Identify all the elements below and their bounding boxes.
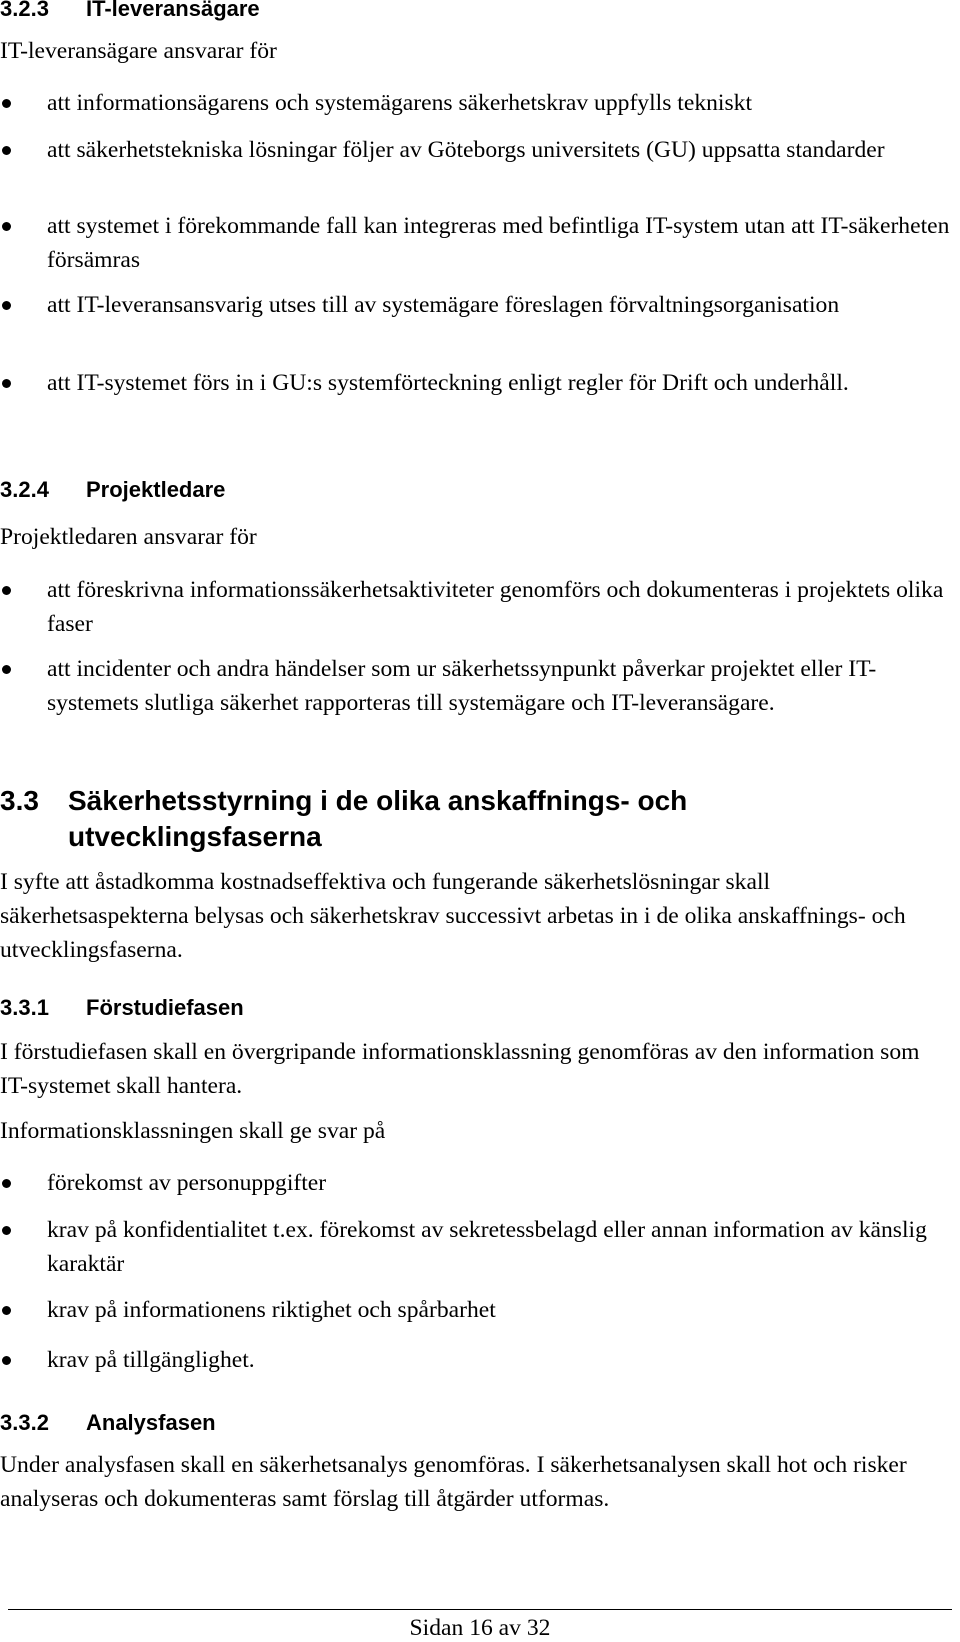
bullet-icon: [2, 222, 11, 231]
list-item-text: krav på informationens riktighet och spårbarhet: [47, 1297, 496, 1323]
bullet-icon: [2, 99, 11, 108]
bullet-icon: [2, 586, 11, 595]
bullet-icon: [2, 146, 11, 155]
paragraph-3-3-1-lead: Informationsklassningen skall ge svar på: [0, 1118, 386, 1144]
list-item-text: krav på tillgänglighet.: [47, 1347, 255, 1373]
heading-title: Förstudiefasen: [86, 995, 244, 1020]
bullet-icon: [2, 301, 11, 310]
paragraph-3-3-2-body: Under analysfasen skall en säkerhetsanalys genomföras. I säkerhetsanalysen skall hot och risker analyseras och dokumenteras samt förslag till åtgärder utformas.: [0, 1452, 907, 1512]
list-item-text: att föreskrivna informationssäkerhetsaktiviteter genomförs och dokumenteras i projektets olika faser: [47, 577, 944, 637]
paragraph-it-leveransagare-intro: IT-leveransägare ansvarar för: [0, 38, 277, 64]
heading-title: Säkerhetsstyrning i de olika anskaffnings- och utvecklingsfaserna: [68, 785, 688, 852]
list-item-text: att IT-systemet förs in i GU:s systemförteckning enligt regler för Drift och underhåll.: [47, 370, 849, 396]
heading-3-2-3: [0, 0, 260, 22]
paragraph-3-3-1-body: I förstudiefasen skall en övergripande informationsklassning genomföras av den information som IT-systemet skall hantera.: [0, 1039, 920, 1099]
heading-3-3-1: [0, 995, 244, 1021]
heading-3-3: [0, 783, 960, 863]
footer-rule: [8, 1609, 952, 1610]
bullet-icon: [2, 1226, 11, 1235]
heading-number: 3.3.1: [0, 995, 49, 1020]
list-item-text: att informationsägarens och systemägarens säkerhetskrav uppfylls tekniskt: [47, 90, 753, 116]
list-item-text: att säkerhetstekniska lösningar följer av Göteborgs universitets (GU) uppsatta standarder: [47, 137, 885, 163]
list-item-text: krav på konfidentialitet t.ex. förekomst av sekretessbelagd eller annan information av känslig karaktär: [47, 1217, 927, 1277]
paragraph-projektledare-intro: Projektledaren ansvarar för: [0, 524, 257, 550]
heading-number: 3.3.2: [0, 1410, 49, 1435]
list-item-text: att systemet i förekommande fall kan integreras med befintliga IT-system utan att IT-säkerheten försämras: [47, 213, 950, 273]
heading-number: 3.3: [0, 785, 39, 816]
list-item-text: att IT-leveransansvarig utses till av systemägare föreslagen förvaltningsorganisation: [47, 292, 840, 318]
heading-title: Projektledare: [86, 477, 226, 502]
bullet-icon: [2, 1179, 11, 1188]
bullet-icon: [2, 1306, 11, 1315]
page-number: Sidan 16 av 32: [409, 1615, 551, 1641]
heading-3-2-4: [0, 477, 225, 503]
heading-number: 3.2.3: [0, 0, 49, 21]
bullet-icon: [2, 1356, 11, 1365]
bullet-icon: [2, 379, 11, 388]
bullet-icon: [2, 665, 11, 674]
heading-3-3-2: [0, 1410, 216, 1436]
heading-title: Analysfasen: [86, 1410, 216, 1435]
list-item-text: att incidenter och andra händelser som ur säkerhetssynpunkt påverkar projektet eller IT-systemets slutliga säkerhet rapporteras till systemägare och IT-leveransägare.: [47, 656, 877, 716]
heading-title: IT-leveransägare: [86, 0, 260, 21]
heading-number: 3.2.4: [0, 477, 49, 502]
paragraph-3-3-body: I syfte att åstadkomma kostnadseffektiva och fungerande säkerhetslösningar skall säkerhetsaspekterna belysas och säkerhetskrav successivt arbetas in i de olika anskaffnings- och utvecklingsfaserna.: [0, 869, 906, 963]
list-item-text: förekomst av personuppgifter: [47, 1170, 327, 1196]
